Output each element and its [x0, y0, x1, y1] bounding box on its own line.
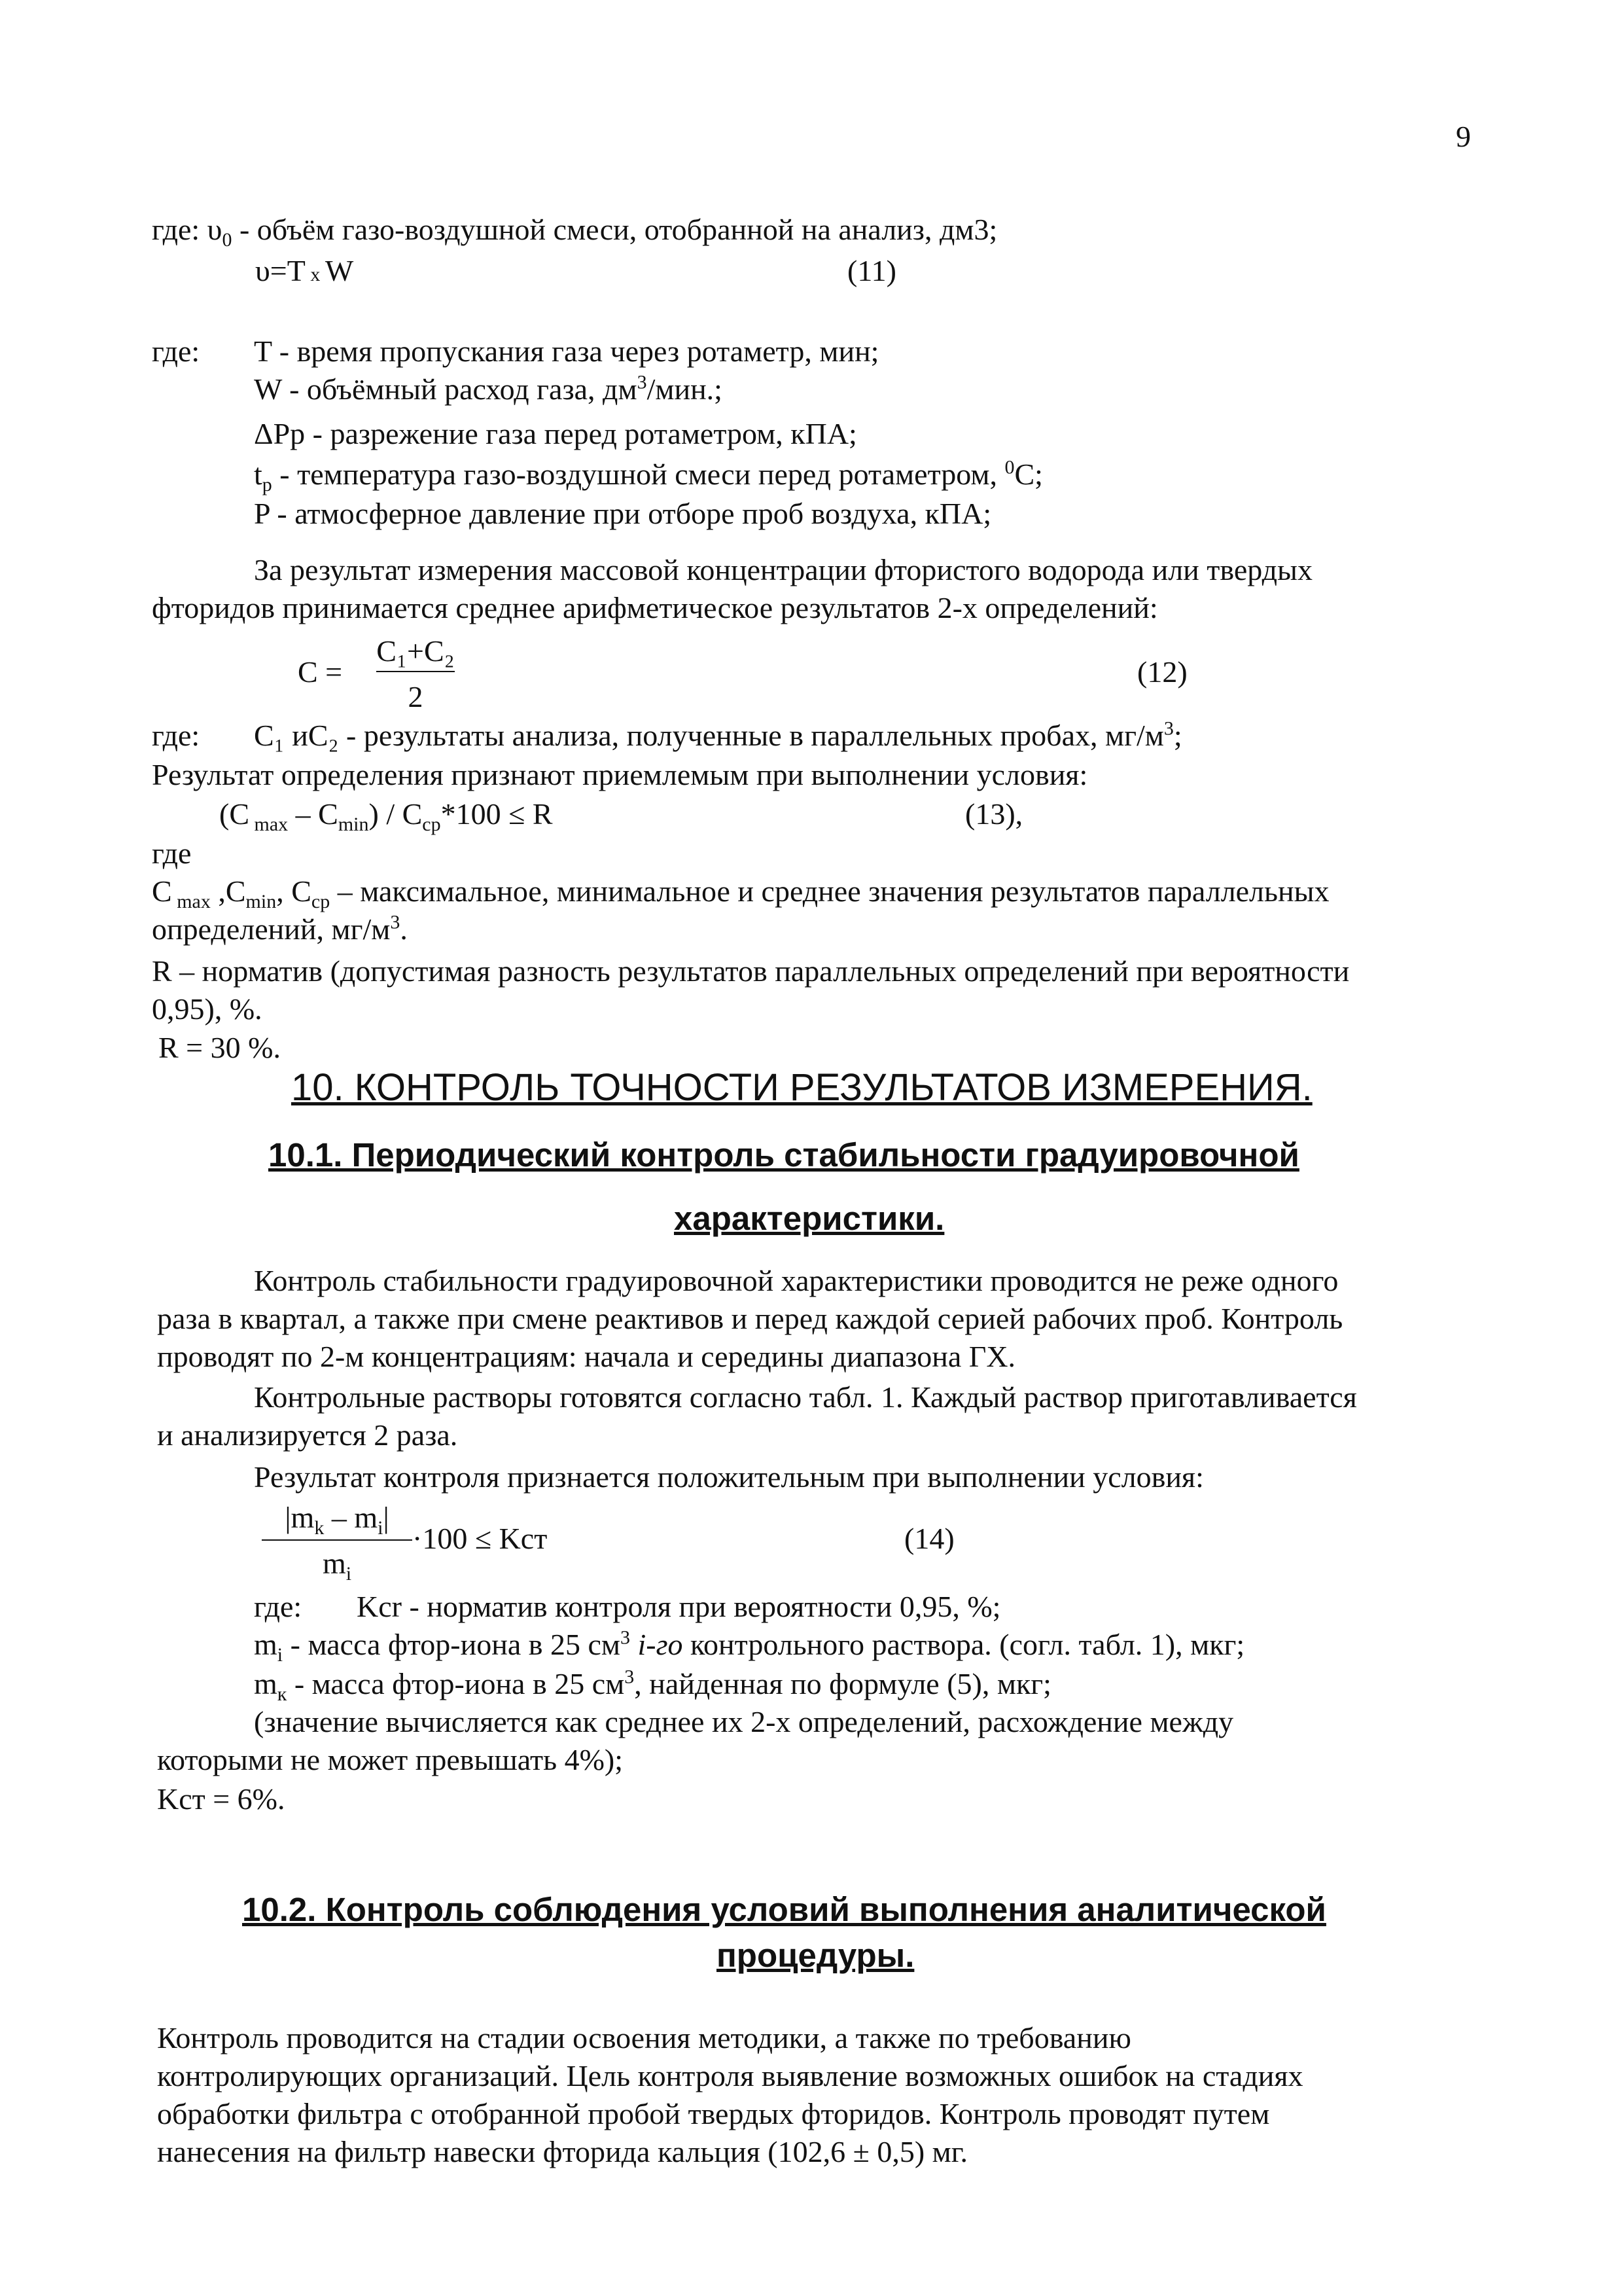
eq-number-13: (13), [965, 797, 1023, 831]
sec102-line2: контролирующих организаций. Цель контроля выявление возможных ошибок на стадиях [157, 2059, 1303, 2092]
R-value: R = 30 %. [158, 1031, 281, 1064]
where-line-1: где: $\upsilon_0$ - объём газо-воздушной смеси, отобранной на анализ, дм3; [152, 213, 998, 251]
formula-11: υ=T x W [255, 254, 354, 287]
def-R-cont: 0,95), %. [152, 992, 262, 1026]
sec101-para2-line2: и анализируется 2 раза. [157, 1418, 458, 1452]
eq-number-12: (12) [1137, 655, 1188, 689]
def-dPp: ΔPp - разрежение газа перед ротаметром, кПА; [254, 417, 857, 450]
where-label-3: где [152, 836, 192, 870]
eq12-denominator: 2 [408, 680, 423, 713]
def-tp: $t_р$ - температура газо-воздушной смеси перед ротаметром, $^0$С; [254, 456, 1043, 496]
eq-number-11: (11) [847, 254, 896, 287]
where-label-2: где: [152, 719, 200, 752]
def-Kct: Kcr - норматив контроля при вероятности 0,95, %; [357, 1590, 1001, 1623]
eq14-fraction-bar [262, 1539, 412, 1541]
def-R: R – норматив (допустимая разность результатов параллельных определений при вероятности [152, 954, 1350, 988]
where-label-4: где: [254, 1590, 302, 1623]
heading-section-10-2-cont: процедуры. [716, 1937, 915, 1974]
where-label: где: [152, 334, 200, 368]
sec101-para1-line2: раза в квартал, а также при смене реактивов и перед каждой серией рабочих проб. Контроль [157, 1302, 1343, 1335]
eq12-numerator: C₁+C₂ [376, 634, 455, 668]
def-P: P - атмосферное давление при отборе проб воздуха, кПА; [254, 497, 992, 530]
heading-section-10-2: 10.2. Контроль соблюдения условий выполнения аналитической [242, 1891, 1326, 1928]
eq14-rhs: ·100 ≤ Kст [412, 1522, 548, 1555]
def-Cmax: C $_{max}$ $,C_{min}$, $C_{ср}$ – максимальное, минимальное и среднее значения результатов параллельных [152, 874, 1330, 913]
def-mk: $m_к$ - масса фтор-иона в 25 $см^3$, найденная по формуле (5), мкг; [254, 1666, 1051, 1706]
def-C1C2: C₁ иC₂ - результаты анализа, полученные в параллельных пробах, $мг/м^3$; [254, 717, 1182, 752]
eq-number-14: (14) [904, 1522, 955, 1555]
def-W: W - объёмный расход газа, $дм^3$/мин.; [254, 371, 722, 406]
eq12-lhs: C = [298, 655, 343, 689]
eq14-denominator: $m_i$ [322, 1547, 352, 1585]
formula-13: (C $_{max} - C_{min}) / C_{ср}*100 \le R$ [219, 797, 553, 836]
sec102-line4: нанесения на фильтр навески фторида кальция (102,6 ± 0,5) мг. [157, 2135, 968, 2168]
heading-section-10-1: 10.1. Периодический контроль стабильности градуировочной [268, 1136, 1299, 1174]
note-line2: которыми не может превышать 4%); [157, 1743, 624, 1776]
heading-section-10: 10. КОНТРОЛЬ ТОЧНОСТИ РЕЗУЛЬТАТОВ ИЗМЕРЕНИЯ. [291, 1066, 1313, 1109]
sec101-para3: Результат контроля признается положительным при выполнении условия: [254, 1460, 1204, 1494]
paragraph-result-2: фторидов принимается среднее арифметическое результатов 2-х определений: [152, 591, 1158, 624]
paragraph-result-1: За результат измерения массовой концентрации фтористого водорода или твердых [254, 553, 1313, 586]
note-line1: (значение вычисляется как среднее их 2-х определений, расхождение между [254, 1705, 1234, 1738]
Kct-value: Kст = 6%. [157, 1782, 285, 1816]
sec101-para2-line1: Контрольные растворы готовятся согласно табл. 1. Каждый раствор приготавливается [254, 1380, 1357, 1414]
sec101-para1-line3: проводят по 2-м концентрациям: начала и середины диапазона ГХ. [157, 1340, 1016, 1373]
heading-section-10-1-cont: характеристики. [674, 1200, 945, 1237]
sec101-para1-line1: Контроль стабильности градуировочной характеристики проводится не реже одного [254, 1264, 1339, 1297]
def-T: T - время пропускания газа через ротаметр, мин; [254, 334, 879, 368]
sec102-line1: Контроль проводится на стадии освоения методики, а также по требованию [157, 2021, 1131, 2054]
eq12-fraction-bar [376, 671, 455, 672]
def-mi: $m_i$ - масса фтор-иона в 25 $см^3$ i-го контрольного раствора. (согл. табл. 1), мкг; [254, 1626, 1245, 1666]
condition-intro: Результат определения признают приемлемым при выполнении условия: [152, 758, 1088, 791]
sec102-line3: обработки фильтра с отобранной пробой твердых фторидов. Контроль проводят путем [157, 2097, 1270, 2130]
page-number: 9 [1456, 120, 1471, 153]
def-Cmax-cont: определений, $мг/м^3$. [152, 911, 408, 946]
eq14-numerator: $|m_k - m_i|$ [285, 1501, 389, 1539]
